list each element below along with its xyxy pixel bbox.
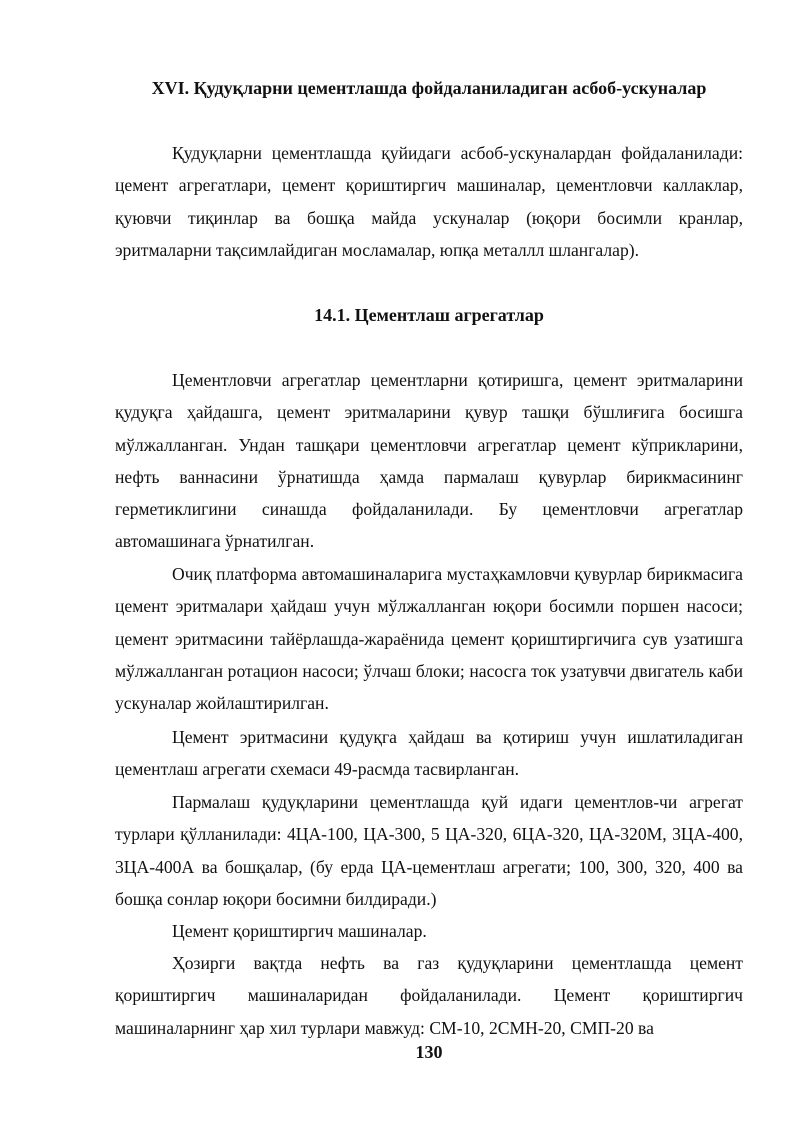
paragraph-mixer-machines: Ҳозирги вақтда нефть ва газ қудуқларини цементлашда цемент қориштиргич машиналаридан фойдаланилади. Цемент қориштиргич машиналарнинг ҳар хил турлари мавжуд: СМ-10, 2СМН-20, СМП-20 ва — [115, 953, 743, 1038]
paragraph-unit-types: Пармалаш қудуқларини цементлашда қуй идаги цементлов-чи агрегат турлари қўлланилади: 4ЦА-100, ЦА-300, 5 ЦА-320, 6ЦА-320, ЦА-320М, 3ЦА-400, 3ЦА-400А ва бошқалар, (бу ерда ЦА-цементлаш агрегати; 100, 300, 320, 400 ва бошқа сонлар юқори босимни билдиради.) — [115, 792, 743, 909]
paragraph-mixer-heading: Цемент қориштиргич машиналар. — [172, 921, 427, 941]
paragraph-platform-equipment: Очиқ платформа автомашиналарига мустаҳкамловчи қувурлар бирикмасига цемент эритмалари ҳайдаш учун мўлжалланган юқори босимли поршен насоси; цемент эритмасини тайёрлашда-жараёнида цемент қориштиргичига сув узатишга мўлжалланган ротацион насоси; ўлчаш блоки; насосга ток узатувчи двигатель каби ускуналар жойлаштирилган. — [115, 564, 743, 714]
page-number: 130 — [415, 1042, 443, 1062]
section-title: 14.1. Цементлаш агрегатлар — [314, 305, 544, 325]
paragraph-intro: Қудуқларни цементлашда қуйидаги асбоб-ускуналардан фойдаланилади: цемент агрегатлари, цемент қориштиргич машиналар, цементловчи каллаклар, қуювчи тиқинлар ва бошқа майда ускуналар (юқори босимли кранлар, эритмаларни тақсимлайдиган мосламалар, юпқа металлл шлангалар). — [115, 143, 743, 260]
chapter-title: XVI. Қудуқларни цементлашда фойдаланиладиган асбоб-ускуналар — [151, 78, 707, 98]
paragraph-cementing-units: Цементловчи агрегатлар цементларни қотиришга, цемент эритмаларини қудуқга ҳайдашга, цемент эритмаларини қувур ташқи бўшлиғига босишга мўлжалланган. Ундан ташқари цементловчи агрегатлар цемент кўприкларини, нефть ваннасини ўрнатишда ҳамда пармалаш қувурлар бирикмасининг герметиклигини синашда фойдаланилади. Бу цементловчи агрегатлар автомашинага ўрнатилган. — [115, 370, 743, 552]
paragraph-scheme-reference: Цемент эритмасини қудуқга ҳайдаш ва қотириш учун ишлатиладиган цементлаш агрегати схемаси 49-расмда тасвирланган. — [115, 727, 743, 780]
